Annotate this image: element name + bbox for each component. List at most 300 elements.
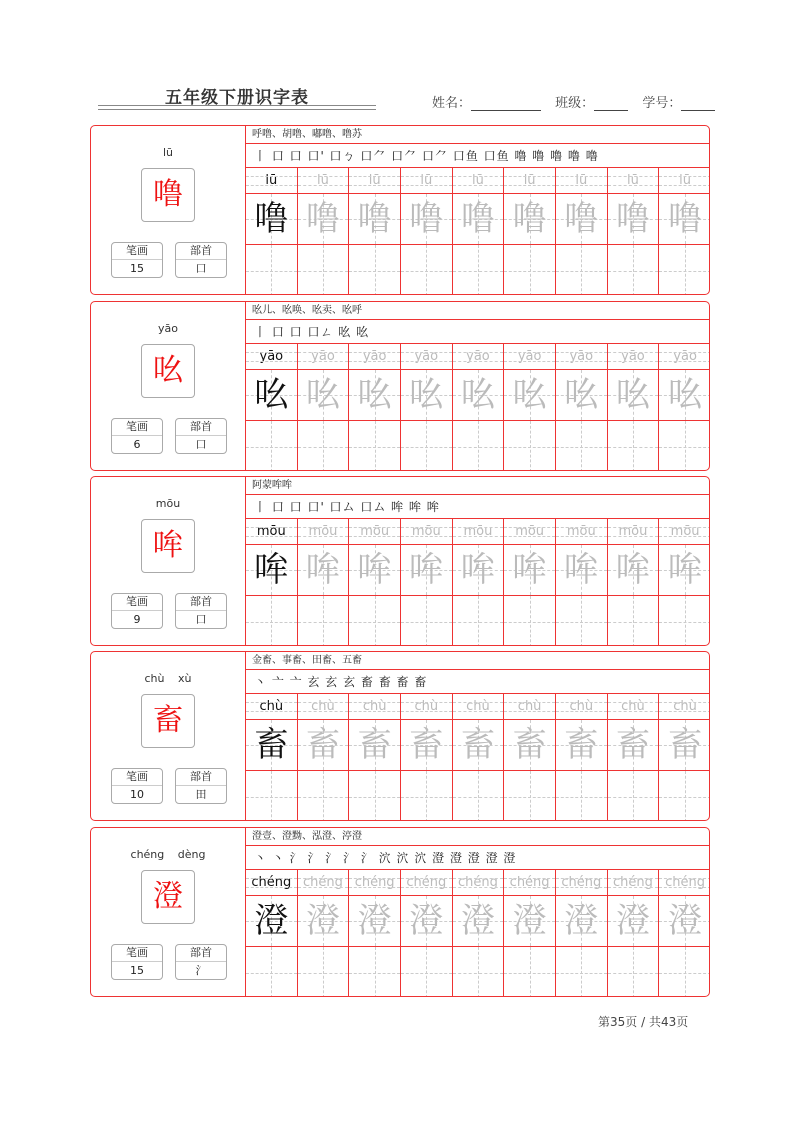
pinyin-cell bbox=[246, 694, 297, 720]
practice-column bbox=[659, 694, 710, 821]
blank-cell[interactable] bbox=[556, 771, 607, 821]
practice-column bbox=[504, 344, 556, 471]
practice-char: 吆 bbox=[305, 375, 340, 415]
practice-char: 畜 bbox=[512, 725, 547, 765]
practice-char: 吆 bbox=[409, 375, 444, 415]
stroke-count-label: 笔画 bbox=[112, 419, 162, 436]
stroke-count-box bbox=[111, 418, 163, 454]
pinyin-text: lū bbox=[523, 173, 536, 188]
char-card bbox=[90, 476, 710, 646]
radical-box bbox=[175, 593, 227, 629]
pinyin-text: lū bbox=[679, 173, 692, 188]
practice-column bbox=[401, 519, 453, 646]
practice-column bbox=[453, 344, 505, 471]
blank-cell[interactable] bbox=[298, 421, 349, 471]
char-cell bbox=[659, 370, 710, 421]
char-cell bbox=[453, 194, 504, 245]
pinyin-text: chéng bbox=[665, 875, 706, 890]
blank-cell[interactable] bbox=[504, 947, 555, 997]
pinyin-text: chéng bbox=[561, 875, 602, 890]
pinyin-text: yāo bbox=[311, 349, 335, 364]
blank-cell[interactable] bbox=[349, 596, 400, 646]
practice-column bbox=[298, 870, 350, 997]
practice-column bbox=[349, 694, 401, 821]
pinyin-cell bbox=[608, 344, 659, 370]
practice-char: 澄 bbox=[460, 901, 495, 941]
pinyin-text: lū bbox=[368, 173, 381, 188]
pinyin-cell bbox=[608, 168, 659, 194]
char-cell bbox=[401, 720, 452, 771]
practice-column bbox=[453, 694, 505, 821]
char-info-panel bbox=[91, 652, 246, 820]
blank-cell[interactable] bbox=[298, 245, 349, 295]
blank-cell[interactable] bbox=[401, 421, 452, 471]
page-footer: 第35页 / 共43页 bbox=[598, 1015, 689, 1029]
blank-cell[interactable] bbox=[349, 245, 400, 295]
pinyin-cell bbox=[659, 870, 710, 896]
stroke-count-box bbox=[111, 944, 163, 980]
pinyin-text: mōu bbox=[670, 524, 700, 539]
char-cell bbox=[349, 896, 400, 947]
pinyin-cell bbox=[349, 168, 400, 194]
practice-char: 畜 bbox=[668, 725, 703, 765]
practice-char: 吆 bbox=[615, 375, 650, 415]
stroke-count-value: 15 bbox=[130, 262, 144, 275]
practice-column bbox=[659, 168, 710, 295]
pinyin-cell bbox=[349, 519, 400, 545]
practice-grid bbox=[246, 519, 710, 646]
pinyin-cell bbox=[659, 694, 710, 720]
char-card bbox=[90, 651, 710, 821]
pinyin-cell bbox=[556, 870, 607, 896]
pinyin-cell bbox=[504, 344, 555, 370]
pinyin-cell bbox=[349, 870, 400, 896]
pinyin-text: yāo bbox=[621, 349, 645, 364]
char-cell bbox=[556, 194, 607, 245]
pinyin-text: yāo bbox=[259, 349, 284, 364]
practice-char: 吆 bbox=[254, 375, 289, 415]
blank-cell[interactable] bbox=[608, 421, 659, 471]
radical-value: 田 bbox=[195, 788, 207, 801]
pinyin-cell bbox=[401, 519, 452, 545]
practice-column bbox=[504, 168, 556, 295]
stroke-count-label: 笔画 bbox=[112, 243, 162, 260]
stroke-count-box bbox=[111, 768, 163, 804]
blank-cell[interactable] bbox=[349, 947, 400, 997]
blank-cell[interactable] bbox=[556, 421, 607, 471]
practice-column bbox=[556, 168, 608, 295]
practice-column bbox=[246, 694, 298, 821]
blank-cell[interactable] bbox=[608, 771, 659, 821]
pinyin-text: mōu bbox=[308, 524, 338, 539]
stroke-order: 丶 丶 氵 氵 氵 氵 氵 泬 泬 泬 澄 澄 澄 澄 澄 bbox=[246, 846, 710, 870]
pinyin-text: mōu bbox=[618, 524, 648, 539]
char-info-panel bbox=[91, 302, 246, 470]
blank-cell[interactable] bbox=[504, 245, 555, 295]
char-cell bbox=[608, 720, 659, 771]
pinyin-cell bbox=[504, 870, 555, 896]
blank-cell[interactable] bbox=[453, 771, 504, 821]
practice-char: 噜 bbox=[460, 199, 495, 239]
pinyin-text: chéng bbox=[251, 875, 292, 890]
practice-column bbox=[349, 344, 401, 471]
stroke-count-label: 笔画 bbox=[112, 594, 162, 611]
stroke-count-label: 笔画 bbox=[112, 945, 162, 962]
practice-char: 澄 bbox=[357, 901, 392, 941]
char-cell bbox=[349, 720, 400, 771]
char-cell bbox=[608, 896, 659, 947]
radical-box bbox=[175, 242, 227, 278]
char-cell bbox=[504, 194, 555, 245]
blank-cell[interactable] bbox=[401, 596, 452, 646]
practice-char: 畜 bbox=[460, 725, 495, 765]
practice-char: 哞 bbox=[564, 550, 599, 590]
blank-cell[interactable] bbox=[659, 421, 710, 471]
practice-panel bbox=[246, 302, 710, 470]
example-words: 呼噜、胡噜、嘟噜、噜苏 bbox=[246, 126, 710, 144]
practice-column bbox=[401, 870, 453, 997]
pinyin-cell bbox=[556, 519, 607, 545]
pinyin-cell bbox=[246, 344, 297, 370]
pinyin-label: yāo bbox=[158, 322, 178, 335]
pinyin-cell bbox=[504, 168, 555, 194]
pinyin-text: lū bbox=[575, 173, 588, 188]
pinyin-label: mōu bbox=[155, 497, 181, 510]
char-cell bbox=[298, 720, 349, 771]
pinyin-text: chù bbox=[362, 699, 387, 714]
blank-cell[interactable] bbox=[246, 596, 297, 646]
blank-cell[interactable] bbox=[298, 596, 349, 646]
blank-cell[interactable] bbox=[453, 245, 504, 295]
char-cell bbox=[298, 194, 349, 245]
practice-char: 噜 bbox=[564, 199, 599, 239]
practice-column bbox=[298, 168, 350, 295]
practice-column bbox=[246, 344, 298, 471]
pinyin-text: chù bbox=[414, 699, 439, 714]
practice-char: 哞 bbox=[357, 550, 392, 590]
char-cell bbox=[556, 545, 607, 596]
blank-cell[interactable] bbox=[504, 596, 555, 646]
pinyin-text: lū bbox=[265, 173, 278, 188]
stroke-count-box bbox=[111, 593, 163, 629]
example-words: 吆儿、吆唤、吆卖、吆呼 bbox=[246, 302, 710, 320]
practice-char: 哞 bbox=[668, 550, 703, 590]
pinyin-text: mōu bbox=[411, 524, 441, 539]
blank-cell[interactable] bbox=[659, 245, 710, 295]
pinyin-cell bbox=[453, 519, 504, 545]
pinyin-cell bbox=[504, 519, 555, 545]
practice-char: 吆 bbox=[668, 375, 703, 415]
pinyin-cell bbox=[453, 168, 504, 194]
blank-cell[interactable] bbox=[659, 947, 710, 997]
pinyin-label: lū bbox=[162, 146, 174, 159]
pinyin-cell bbox=[608, 694, 659, 720]
blank-cell[interactable] bbox=[401, 771, 452, 821]
blank-cell[interactable] bbox=[349, 771, 400, 821]
char-cell bbox=[401, 194, 452, 245]
practice-char: 澄 bbox=[254, 901, 289, 941]
radical-label: 部首 bbox=[176, 419, 226, 436]
practice-column bbox=[659, 344, 710, 471]
blank-cell[interactable] bbox=[504, 421, 555, 471]
practice-column bbox=[504, 519, 556, 646]
practice-char: 噜 bbox=[305, 199, 340, 239]
char-cell bbox=[556, 720, 607, 771]
blank-cell[interactable] bbox=[401, 245, 452, 295]
pinyin-text: yāo bbox=[466, 349, 490, 364]
practice-char: 澄 bbox=[512, 901, 547, 941]
pinyin-cell bbox=[246, 870, 297, 896]
char-cell bbox=[453, 720, 504, 771]
pinyin-text: chù bbox=[569, 699, 594, 714]
pinyin-cell bbox=[298, 344, 349, 370]
name-label: 姓名： bbox=[432, 96, 472, 111]
big-character: 澄 bbox=[141, 870, 195, 924]
worksheet-title: 五年级下册识字表 bbox=[165, 88, 309, 108]
class-label: 班级： bbox=[555, 96, 595, 111]
pinyin-text: yāo bbox=[673, 349, 697, 364]
stroke-order: 丨 口 口 口' 口ム 口ム 哞 哞 哞 bbox=[246, 495, 710, 519]
example-words: 澄壹、澄黝、泓澄、渟澄 bbox=[246, 828, 710, 846]
practice-column bbox=[556, 519, 608, 646]
char-cell bbox=[349, 370, 400, 421]
practice-column bbox=[608, 870, 660, 997]
char-cell bbox=[401, 545, 452, 596]
practice-char: 哞 bbox=[409, 550, 444, 590]
radical-box bbox=[175, 944, 227, 980]
practice-grid bbox=[246, 870, 710, 997]
pinyin-text: mōu bbox=[360, 524, 390, 539]
blank-cell[interactable] bbox=[453, 947, 504, 997]
pinyin-text: mōu bbox=[463, 524, 493, 539]
char-cell bbox=[298, 545, 349, 596]
blank-cell[interactable] bbox=[349, 421, 400, 471]
pinyin-text: lū bbox=[472, 173, 484, 188]
practice-char: 哞 bbox=[615, 550, 650, 590]
big-character: 哞 bbox=[141, 519, 195, 573]
practice-column bbox=[608, 519, 660, 646]
practice-char: 噜 bbox=[615, 199, 650, 239]
pinyin-text: chéng bbox=[406, 875, 447, 890]
char-cell bbox=[246, 194, 297, 245]
radical-value: 口 bbox=[195, 613, 207, 626]
practice-column bbox=[608, 694, 660, 821]
practice-char: 哞 bbox=[512, 550, 547, 590]
char-card bbox=[90, 301, 710, 471]
blank-cell[interactable] bbox=[608, 596, 659, 646]
pinyin-cell bbox=[298, 519, 349, 545]
blank-cell[interactable] bbox=[556, 947, 607, 997]
big-character: 噜 bbox=[141, 168, 195, 222]
blank-cell[interactable] bbox=[659, 596, 710, 646]
practice-char: 畜 bbox=[564, 725, 599, 765]
practice-column bbox=[246, 870, 298, 997]
practice-char: 畜 bbox=[305, 725, 340, 765]
pinyin-cell bbox=[504, 694, 555, 720]
practice-char: 畜 bbox=[615, 725, 650, 765]
pinyin-cell bbox=[246, 168, 297, 194]
char-cell bbox=[453, 545, 504, 596]
pinyin-cell bbox=[246, 519, 297, 545]
practice-column bbox=[349, 870, 401, 997]
pinyin-cell bbox=[453, 870, 504, 896]
practice-column bbox=[556, 694, 608, 821]
blank-cell[interactable] bbox=[246, 947, 297, 997]
pinyin-cell bbox=[659, 168, 710, 194]
radical-box bbox=[175, 418, 227, 454]
char-cell bbox=[401, 896, 452, 947]
char-info-panel bbox=[91, 126, 246, 294]
pinyin-text: yāo bbox=[517, 349, 542, 364]
practice-column bbox=[349, 519, 401, 646]
blank-cell[interactable] bbox=[298, 771, 349, 821]
practice-char: 噜 bbox=[512, 199, 547, 239]
practice-char: 哞 bbox=[254, 550, 289, 590]
practice-char: 吆 bbox=[460, 375, 495, 415]
pinyin-label: chéng dèng bbox=[130, 848, 206, 861]
pinyin-cell bbox=[349, 344, 400, 370]
stroke-count-box bbox=[111, 242, 163, 278]
practice-char: 畜 bbox=[254, 725, 289, 765]
pinyin-cell bbox=[298, 870, 349, 896]
char-cell bbox=[298, 896, 349, 947]
practice-char: 澄 bbox=[668, 901, 703, 941]
blank-cell[interactable] bbox=[298, 947, 349, 997]
practice-char: 澄 bbox=[305, 901, 340, 941]
char-cell bbox=[556, 896, 607, 947]
radical-label: 部首 bbox=[176, 945, 226, 962]
blank-cell[interactable] bbox=[453, 421, 504, 471]
char-cell bbox=[349, 545, 400, 596]
pinyin-cell bbox=[608, 519, 659, 545]
char-cell bbox=[246, 720, 297, 771]
practice-char: 噜 bbox=[254, 199, 289, 239]
char-card bbox=[90, 125, 710, 295]
char-cell bbox=[556, 370, 607, 421]
pinyin-cell bbox=[608, 870, 659, 896]
practice-column bbox=[556, 870, 608, 997]
practice-column bbox=[453, 168, 505, 295]
pinyin-cell bbox=[298, 694, 349, 720]
char-cell bbox=[608, 370, 659, 421]
practice-grid bbox=[246, 168, 710, 295]
practice-column bbox=[298, 344, 350, 471]
practice-grid bbox=[246, 694, 710, 821]
practice-column bbox=[246, 168, 298, 295]
radical-value: 氵 bbox=[195, 964, 207, 977]
blank-cell[interactable] bbox=[401, 947, 452, 997]
stroke-count-value: 15 bbox=[130, 964, 144, 977]
char-cell bbox=[246, 896, 297, 947]
char-cell bbox=[453, 370, 504, 421]
radical-value: 口 bbox=[195, 438, 207, 451]
practice-char: 澄 bbox=[409, 901, 444, 941]
char-cell bbox=[246, 545, 297, 596]
pinyin-text: mōu bbox=[566, 524, 596, 539]
char-card bbox=[90, 827, 710, 997]
practice-panel bbox=[246, 828, 710, 996]
blank-cell[interactable] bbox=[556, 245, 607, 295]
pinyin-cell bbox=[401, 694, 452, 720]
pinyin-text: yāo bbox=[569, 349, 594, 364]
title-underline-2 bbox=[98, 109, 376, 110]
char-info-panel bbox=[91, 828, 246, 996]
radical-label: 部首 bbox=[176, 769, 226, 786]
practice-column bbox=[659, 870, 710, 997]
blank-cell[interactable] bbox=[608, 947, 659, 997]
pinyin-text: chéng bbox=[458, 875, 498, 890]
name-blank[interactable] bbox=[471, 110, 541, 111]
pinyin-cell bbox=[556, 168, 607, 194]
big-character: 畜 bbox=[141, 694, 195, 748]
char-cell bbox=[504, 720, 555, 771]
blank-cell[interactable] bbox=[659, 771, 710, 821]
pinyin-cell bbox=[556, 694, 607, 720]
practice-char: 畜 bbox=[357, 725, 392, 765]
practice-column bbox=[659, 519, 710, 646]
pinyin-text: chéng bbox=[354, 875, 395, 890]
pinyin-cell bbox=[349, 694, 400, 720]
title-underline-1 bbox=[98, 105, 376, 106]
char-cell bbox=[608, 194, 659, 245]
blank-cell[interactable] bbox=[453, 596, 504, 646]
pinyin-cell bbox=[556, 344, 607, 370]
pinyin-label: chù xù bbox=[144, 672, 192, 685]
practice-char: 哞 bbox=[305, 550, 340, 590]
char-cell bbox=[298, 370, 349, 421]
stroke-count-label: 笔画 bbox=[112, 769, 162, 786]
big-character: 吆 bbox=[141, 344, 195, 398]
char-cell bbox=[659, 720, 710, 771]
practice-column bbox=[453, 870, 505, 997]
blank-cell[interactable] bbox=[246, 771, 297, 821]
id-blank[interactable] bbox=[681, 110, 715, 111]
stroke-count-value: 10 bbox=[130, 788, 144, 801]
char-info-panel bbox=[91, 477, 246, 645]
blank-cell[interactable] bbox=[246, 421, 297, 471]
practice-column bbox=[246, 519, 298, 646]
pinyin-text: chù bbox=[517, 699, 542, 714]
pinyin-cell bbox=[453, 694, 504, 720]
practice-column bbox=[401, 168, 453, 295]
radical-value: 口 bbox=[195, 262, 207, 275]
class-blank[interactable] bbox=[594, 110, 628, 111]
pinyin-text: lū bbox=[627, 173, 639, 188]
practice-char: 噜 bbox=[668, 199, 703, 239]
blank-cell[interactable] bbox=[608, 245, 659, 295]
radical-box bbox=[175, 768, 227, 804]
example-words: 金畜、事畜、田畜、五畜 bbox=[246, 652, 710, 670]
practice-char: 吆 bbox=[357, 375, 392, 415]
practice-column bbox=[453, 519, 505, 646]
pinyin-cell bbox=[401, 344, 452, 370]
pinyin-text: lū bbox=[420, 173, 433, 188]
char-cell bbox=[453, 896, 504, 947]
blank-cell[interactable] bbox=[246, 245, 297, 295]
stroke-order: 丨 口 口 口ㄥ 吆 吆 bbox=[246, 320, 710, 344]
practice-char: 噜 bbox=[409, 199, 444, 239]
pinyin-cell bbox=[659, 344, 710, 370]
stroke-count-value: 9 bbox=[133, 613, 141, 626]
practice-column bbox=[504, 870, 556, 997]
radical-label: 部首 bbox=[176, 243, 226, 260]
char-cell bbox=[401, 370, 452, 421]
blank-cell[interactable] bbox=[556, 596, 607, 646]
practice-column bbox=[556, 344, 608, 471]
practice-char: 畜 bbox=[409, 725, 444, 765]
blank-cell[interactable] bbox=[504, 771, 555, 821]
practice-column bbox=[608, 344, 660, 471]
